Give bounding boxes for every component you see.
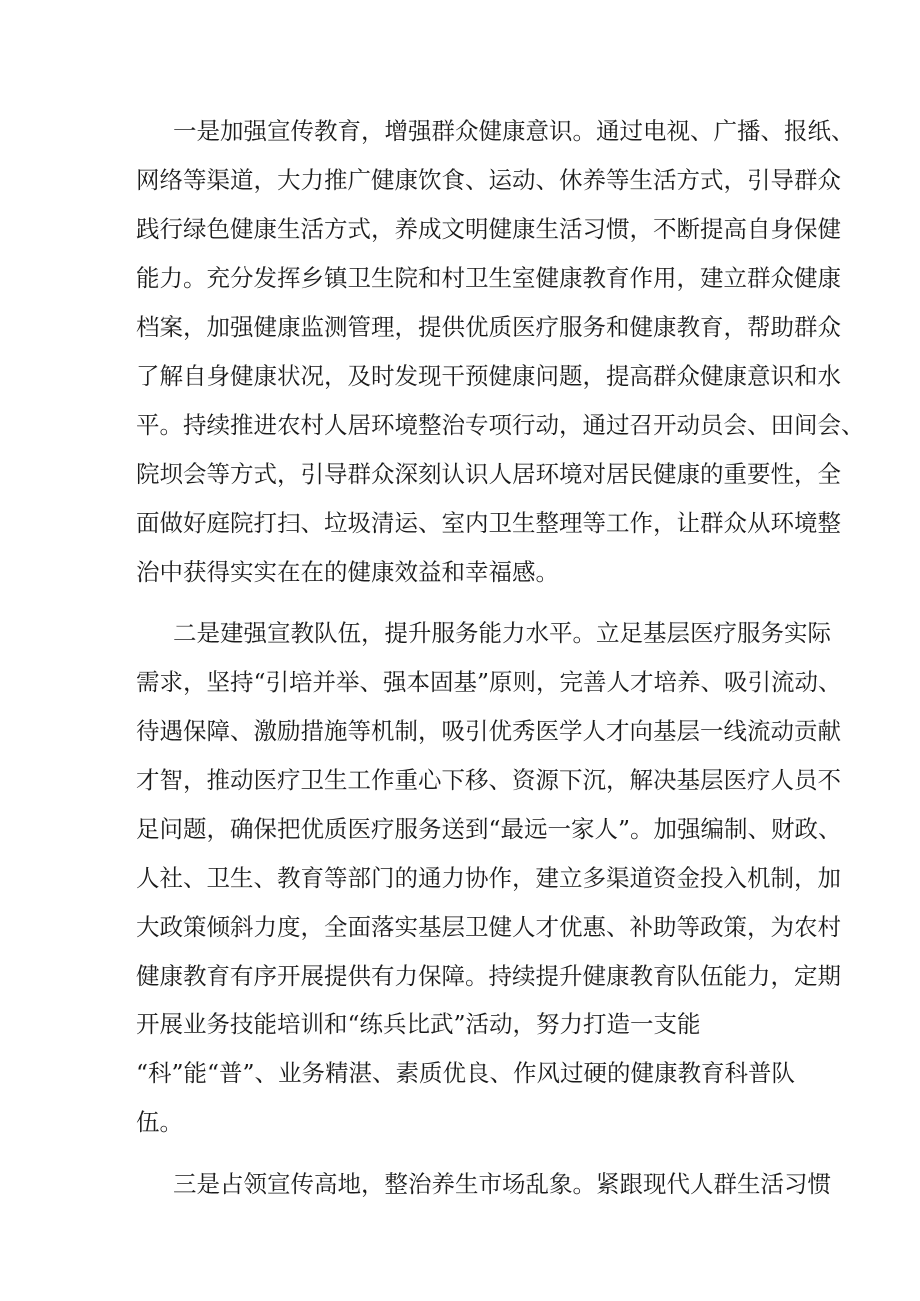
p2-line-1: 二是建强宣教队伍，提升服务能力水平。立足基层医疗服务实际 — [173, 619, 831, 647]
p1-line-1: 一是加强宣传教育，增强群众健康意识。通过电视、广播、报纸、 — [173, 117, 855, 145]
p2-line-7: 大政策倾斜力度，全面落实基层卫健人才优惠、补助等政策，为农村 — [136, 913, 841, 941]
p2-line-10: “科”能“普”、业务精湛、素质优良、作风过硬的健康教育科普队 — [136, 1059, 796, 1087]
p1-line-9: 面做好庭院打扫、垃圾清运、室内卫生整理等工作，让群众从环境整 — [136, 509, 841, 537]
p2-line-9: 开展业务技能培训和“练兵比武”活动，努力打造一支能 — [136, 1010, 701, 1038]
p1-line-2: 网络等渠道，大力推广健康饮食、运动、休养等生活方式，引导群众 — [136, 166, 841, 194]
p1-line-10: 治中获得实实在在的健康效益和幸福感。 — [136, 558, 559, 586]
p2-line-3: 待遇保障、激励措施等机制，吸引优秀医学人才向基层一线流动贡献 — [136, 717, 841, 745]
p1-line-8: 院坝会等方式，引导群众深刻认识人居环境对居民健康的重要性，全 — [136, 460, 841, 488]
p2-line-4: 才智，推动医疗卫生工作重心下移、资源下沉，解决基层医疗人员不 — [136, 766, 841, 794]
p2-line-5: 足问题，确保把优质医疗服务送到“最远一家人”。加强编制、财政、 — [136, 815, 842, 843]
p2-line-8: 健康教育有序开展提供有力保障。持续提升健康教育队伍能力，定期 — [136, 962, 841, 990]
p1-line-3: 践行绿色健康生活方式，养成文明健康生活习惯，不断提高自身保健 — [136, 215, 841, 243]
p1-line-5: 档案，加强健康监测管理，提供优质医疗服务和健康教育，帮助群众 — [136, 313, 841, 341]
p3-line-1: 三是占领宣传高地，整治养生市场乱象。紧跟现代人群生活习惯 — [173, 1170, 831, 1198]
p1-line-4: 能力。充分发挥乡镇卫生院和村卫生室健康教育作用，建立群众健康 — [136, 264, 841, 292]
p2-line-11: 伍。 — [136, 1108, 183, 1136]
p1-line-6: 了解自身健康状况，及时发现干预健康问题，提高群众健康意识和水 — [136, 362, 841, 390]
p2-line-2: 需求，坚持“引培并举、强本固基”原则，完善人才培养、吸引流动、 — [136, 668, 842, 696]
p1-line-7: 平。持续推进农村人居环境整治专项行动，通过召开动员会、田间会、 — [136, 411, 865, 439]
p2-line-6: 人社、卫生、教育等部门的通力协作，建立多渠道资金投入机制，加 — [136, 864, 841, 892]
